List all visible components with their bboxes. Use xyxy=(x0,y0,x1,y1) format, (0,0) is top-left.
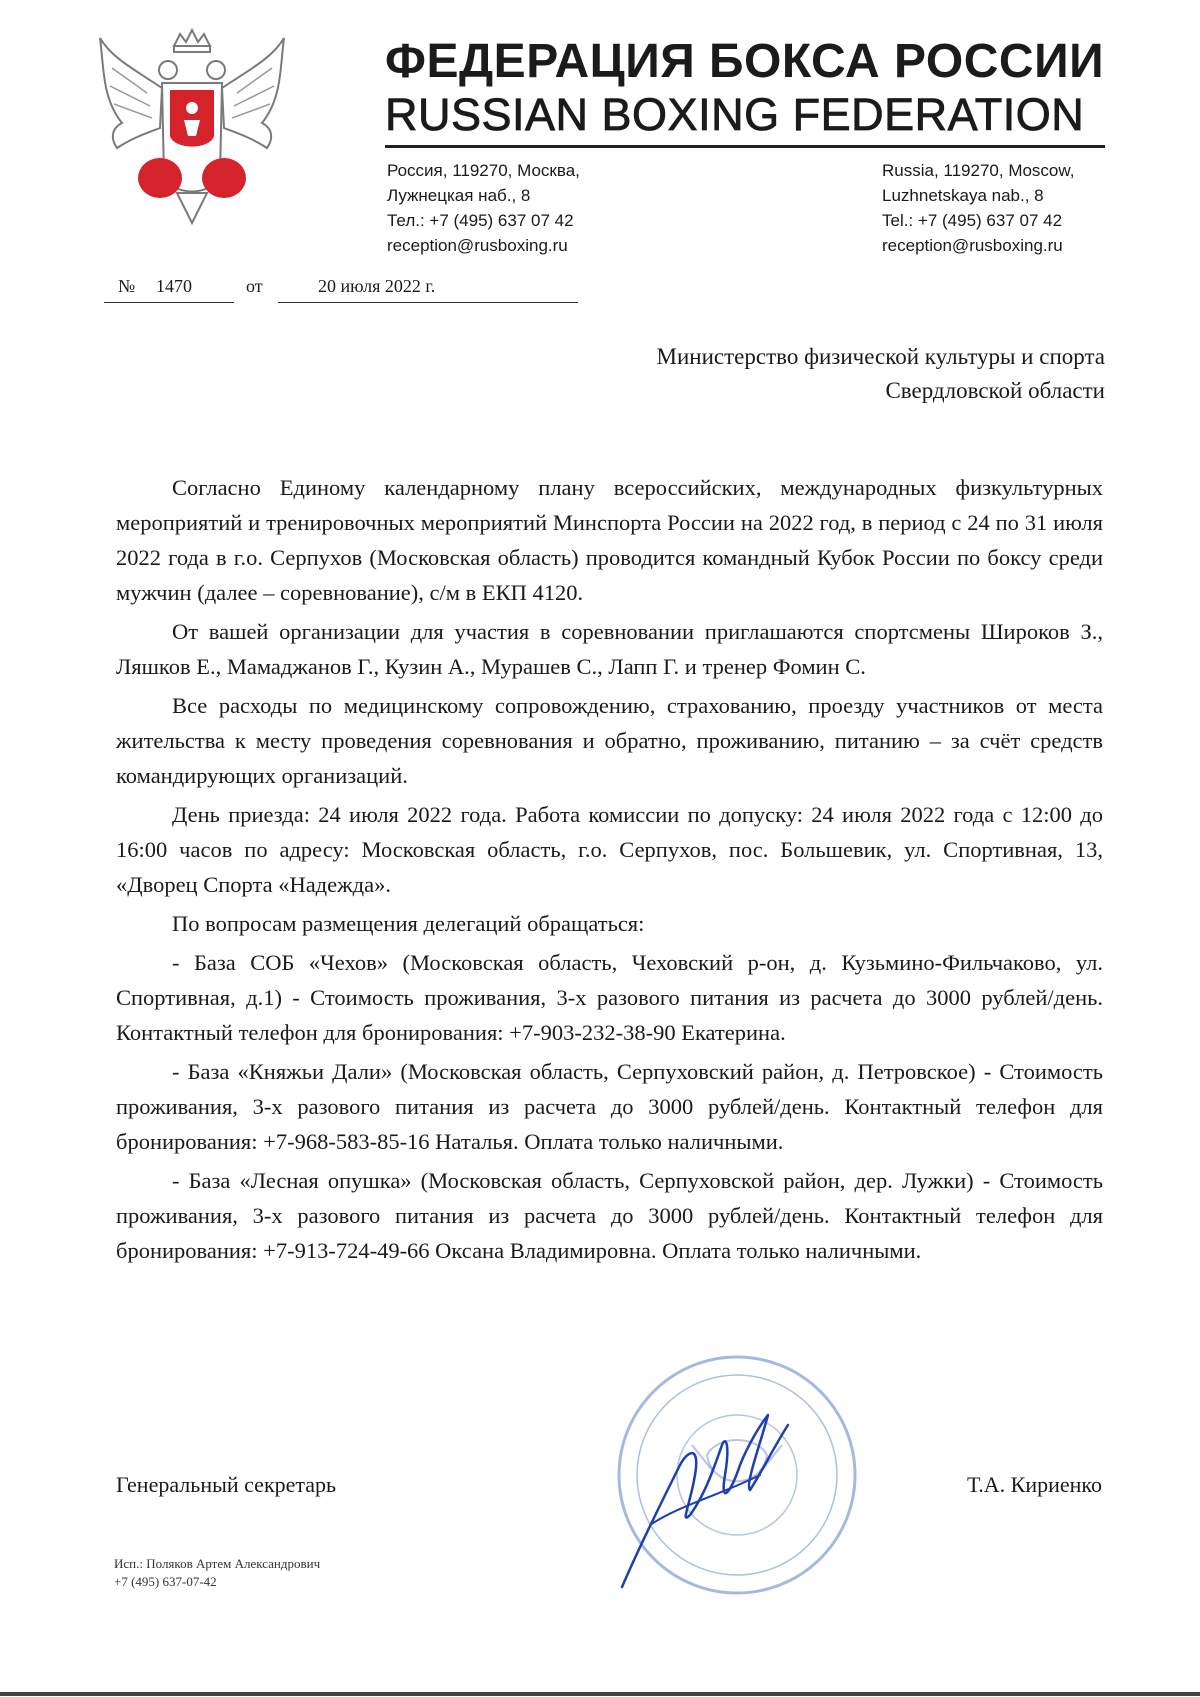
contact-en-street: Luzhnetskaya nab., 8 xyxy=(882,186,1044,205)
paragraph-base-knyazhi-dali: - База «Княжьи Дали» (Московская область, Серпуховский район, д. Петровское) - Стоимость проживания, 3-х разового питания из расчета до 3000 рублей/день. Контактный телефон для бронирования: +7-968-583-85-16 Наталья. Оплата только наличными. xyxy=(116,1059,1103,1154)
paragraph-expenses: Все расходы по медицинскому сопровождению, страхованию, проезду участников от места жительства к месту проведения соревнования и обратно, проживанию, питанию – за счёт средств командирующих организаций. xyxy=(116,693,1103,788)
federation-emblem-logo xyxy=(92,28,292,228)
contact-ru-email: reception@rusboxing.ru xyxy=(387,236,568,255)
paragraph-base-lesnaya-opushka: - База «Лесная опушка» (Московская область, Серпуховской район, дер. Лужки) - Стоимость проживания, 3-х разового питания из расчета до 3000 рублей/день. Контактный телефон для бронирования: +7-913-724-49-66 Оксана Владимировна. Оплата только наличными. xyxy=(116,1168,1103,1263)
contact-block-ru xyxy=(387,158,580,258)
paragraph-invited-athletes: От вашей организации для участия в соревновании приглашаются спортсмены Широков З., Ляшков Е., Мамаджанов Г., Кузин А., Мурашев С., Лапп Г. и тренер Фомин С. xyxy=(116,619,1103,679)
document-number: 1470 xyxy=(156,276,192,296)
contact-ru-phone: Тел.: +7 (495) 637 07 42 xyxy=(387,211,574,230)
number-sign: № xyxy=(118,276,136,296)
header-divider xyxy=(385,145,1105,148)
addressee-block xyxy=(545,340,1105,408)
from-label: от xyxy=(246,276,263,296)
executor-phone: +7 (495) 637-07-42 xyxy=(114,1574,217,1589)
letter-body xyxy=(116,470,1103,1272)
org-name-ru: ФЕДЕРАЦИЯ БОКСА РОССИИ xyxy=(385,35,1105,88)
paragraph-base-chekhov: - База СОБ «Чехов» (Московская область, Чеховский р-он, д. Кузьмино-Фильчаково, ул. Спортивная, д.1) - Стоимость проживания, 3-х разового питания из расчета до 3000 рублей/день. Контактный телефон для бронирования: +7-903-232-38-90 Екатерина. xyxy=(116,950,1103,1045)
executor-name: Исп.: Поляков Артем Александрович xyxy=(114,1556,321,1571)
org-name-en: RUSSIAN BOXING FEDERATION xyxy=(385,89,1085,140)
addressee-line-2: Свердловской области xyxy=(885,378,1105,403)
executor-info xyxy=(114,1555,320,1591)
signatory-position: Генеральный секретарь xyxy=(116,1472,337,1497)
paragraph-calendar: Согласно Единому календарному плану всероссийских, международных физкультурных мероприятий и тренировочных мероприятий Минспорта России на 2022 год, в период с 24 по 31 июля 2022 года в г.о. Серпухов (Московская область) проводится командный Кубок России по боксу среди мужчин (далее – соревнование), с/м в ЕКП 4120. xyxy=(116,475,1103,605)
date-underline xyxy=(278,302,578,303)
page-bottom-edge xyxy=(0,1692,1200,1696)
contact-ru-address: Россия, 119270, Москва, xyxy=(387,161,580,180)
organization-title xyxy=(385,36,1105,140)
number-underline xyxy=(104,302,234,303)
addressee-line-1: Министерство физической культуры и спорта xyxy=(656,344,1105,369)
signatory-name: Т.А. Кириенко xyxy=(967,1472,1102,1497)
handwritten-signature xyxy=(610,1405,810,1595)
paragraph-arrival: День приезда: 24 июля 2022 года. Работа комиссии по допуску: 24 июля 2022 года с 12:00 до 16:00 часов по адресу: Московская область, г.о. Серпухов, пос. Большевик, ул. Спортивная, 13, «Дворец Спорта «Надежда». xyxy=(116,802,1103,897)
document-date: 20 июля 2022 г. xyxy=(318,276,436,296)
contact-block-en xyxy=(882,158,1074,258)
contact-en-address: Russia, 119270, Moscow, xyxy=(882,161,1075,180)
contact-ru-street: Лужнецкая наб., 8 xyxy=(387,186,531,205)
paragraph-accommodation-intro: По вопросам размещения делегаций обращаться: xyxy=(172,911,645,936)
contact-en-phone: Tel.: +7 (495) 637 07 42 xyxy=(882,211,1063,230)
contact-en-email: reception@rusboxing.ru xyxy=(882,236,1063,255)
